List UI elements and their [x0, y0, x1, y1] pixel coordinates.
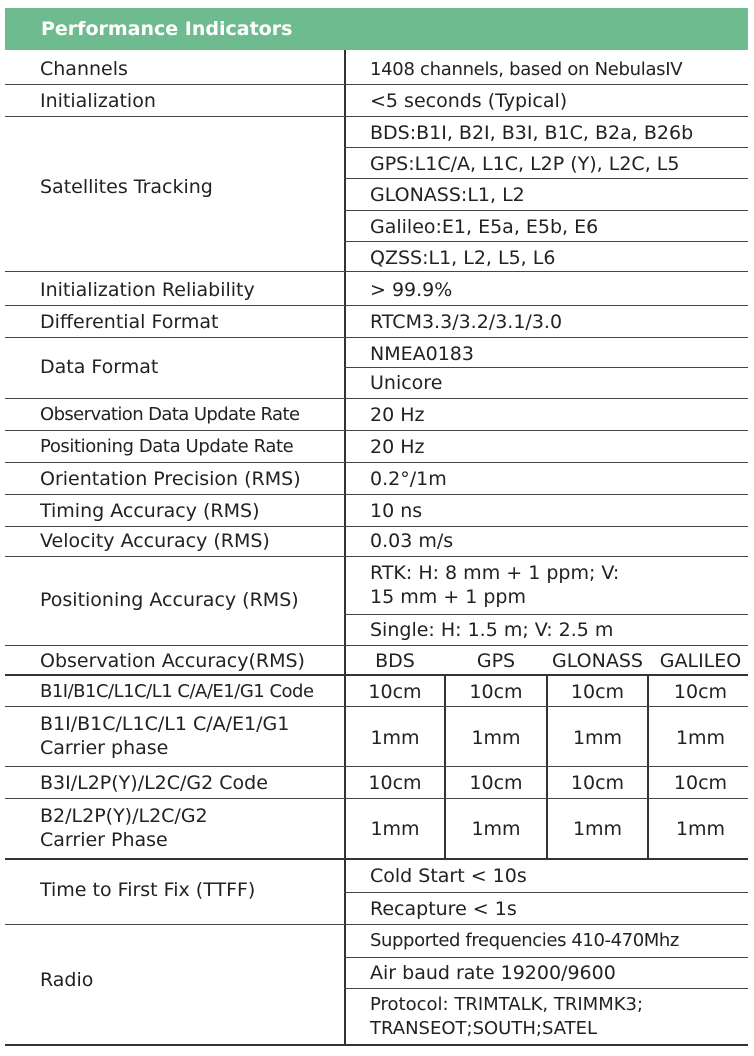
row-label: Initialization Reliability [40, 279, 255, 301]
row-value: NMEA0183 [370, 343, 474, 365]
grid-cell: 1mm [572, 727, 623, 749]
table-title: Performance Indicators [41, 18, 293, 40]
subrow-divider [344, 957, 748, 958]
grid-cell: 1mm [471, 727, 521, 749]
row-divider [5, 494, 748, 495]
row-label: Observation Accuracy(RMS) [40, 650, 305, 672]
subrow-divider [344, 241, 748, 242]
column-header: GALILEO [659, 650, 742, 672]
subrow-divider [344, 614, 748, 615]
row-value: Supported frequencies 410-470Mhz [370, 930, 679, 951]
row-label: Channels [40, 58, 128, 80]
row-divider [5, 674, 748, 676]
row-divider [5, 1044, 748, 1046]
row-value: Recapture < 1s [370, 898, 517, 920]
column-header: GPS [476, 650, 516, 672]
row-value: 20 Hz [370, 404, 425, 426]
row-label: Time to First Fix (TTFF) [40, 879, 256, 901]
row-divider [5, 84, 748, 85]
row-label: Positioning Accuracy (RMS) [40, 589, 299, 611]
row-label: B1I/B1C/L1C/L1 C/A/E1/G1 Code [40, 681, 314, 702]
row-divider [5, 430, 748, 431]
grid-cell: 10cm [673, 681, 728, 703]
column-divider [344, 50, 346, 1044]
grid-cell: 1mm [675, 818, 726, 840]
row-divider [5, 305, 748, 306]
row-value: Galileo:E1, E5a, E5b, E6 [370, 216, 599, 238]
row-label: Differential Format [40, 311, 219, 333]
row-divider [5, 526, 748, 527]
row-divider [5, 116, 748, 117]
row-label: Orientation Precision (RMS) [40, 468, 301, 490]
subrow-divider [344, 210, 748, 211]
grid-cell: 10cm [570, 681, 625, 703]
row-divider [5, 337, 748, 338]
row-value: Unicore [370, 372, 443, 394]
row-divider [5, 766, 748, 767]
row-value: <5 seconds (Typical) [370, 90, 568, 112]
subrow-divider [344, 988, 748, 989]
row-value: 1408 channels, based on NebulasIV [370, 59, 683, 80]
grid-cell: 10cm [469, 681, 523, 703]
grid-cell: 10cm [570, 772, 625, 794]
row-divider [5, 645, 748, 646]
grid-cell: 10cm [368, 772, 422, 794]
row-value: > 99.9% [370, 279, 453, 301]
row-value: 10 ns [370, 500, 423, 522]
row-value: 20 Hz [370, 436, 425, 458]
row-divider [5, 798, 748, 799]
subrow-divider [344, 178, 748, 179]
row-value: Air baud rate 19200/9600 [370, 962, 616, 984]
row-label: Velocity Accuracy (RMS) [40, 530, 270, 552]
row-label: B1I/B1C/L1C/L1 C/A/E1/G1 Carrier phase [40, 713, 290, 759]
row-label: Satellites Tracking [40, 176, 213, 198]
row-value: 0.2°/1m [370, 468, 447, 490]
row-label: B3I/L2P(Y)/L2C/G2 Code [40, 772, 268, 794]
row-label: Timing Accuracy (RMS) [40, 500, 260, 522]
row-divider [5, 924, 748, 925]
subrow-divider [344, 147, 748, 148]
row-value: Protocol: TRIMTALK, TRIMMK3; TRANSEOT;SOUTH;SATEL [370, 994, 644, 1039]
row-divider [5, 271, 748, 272]
grid-cell: 1mm [370, 818, 420, 840]
grid-cell: 1mm [370, 727, 420, 749]
table-header [5, 8, 748, 50]
grid-cell: 10cm [469, 772, 523, 794]
row-value: QZSS:L1, L2, L5, L6 [370, 247, 556, 269]
row-value: 0.03 m/s [370, 530, 454, 552]
row-label: B2/L2P(Y)/L2C/G2 Carrier Phase [40, 805, 208, 851]
row-value: Single: H: 1.5 m; V: 2.5 m [370, 619, 614, 641]
subrow-divider [344, 892, 748, 893]
row-label: Initialization [40, 90, 156, 112]
grid-cell: 1mm [572, 818, 623, 840]
row-label: Observation Data Update Rate [40, 404, 300, 425]
subrow-divider [344, 367, 748, 368]
row-value: GPS:L1C/A, L1C, L2P (Y), L2C, L5 [370, 153, 680, 175]
row-divider [5, 706, 748, 707]
grid-cell: 10cm [368, 681, 422, 703]
row-value: Cold Start < 10s [370, 865, 527, 887]
row-label: Radio [40, 969, 94, 991]
row-value: RTCM3.3/3.2/3.1/3.0 [370, 311, 563, 333]
row-label: Data Format [40, 356, 159, 378]
row-divider [5, 462, 748, 463]
row-value: GLONASS:L1, L2 [370, 184, 525, 206]
row-value: BDS:B1I, B2I, B3I, B1C, B2a, B26b [370, 122, 694, 144]
row-divider [5, 858, 748, 860]
grid-cell: 1mm [675, 727, 726, 749]
column-header: GLONASS [552, 650, 643, 672]
row-label: Positioning Data Update Rate [40, 436, 294, 457]
grid-cell: 1mm [471, 818, 521, 840]
row-divider [5, 398, 748, 399]
row-divider [5, 556, 748, 557]
grid-cell: 10cm [673, 772, 728, 794]
column-header: BDS [375, 650, 415, 672]
row-value: RTK: H: 8 mm + 1 ppm; V: 15 mm + 1 ppm [370, 562, 620, 608]
